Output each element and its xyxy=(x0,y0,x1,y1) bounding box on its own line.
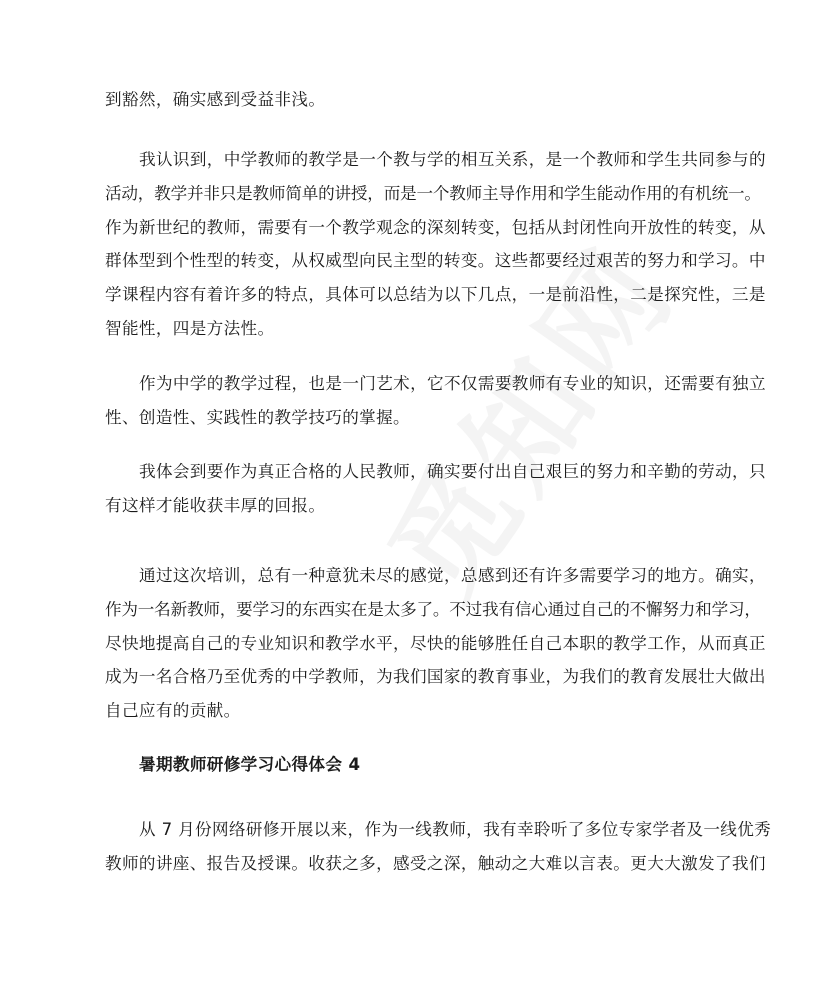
paragraph-line: 到豁然，确实感到受益非浅。 xyxy=(105,90,326,109)
paragraph-line: 作为中学的教学过程，也是一门艺术，它不仅需要教师有专业的知识，还需要有独立 xyxy=(139,374,766,393)
paragraph-line: 从 7 月份网络研修开展以来，作为一线教师，我有幸聆听了多位专家学者及一线优秀 xyxy=(139,820,772,839)
paragraph-line: 教师的讲座、报告及授课。收获之多，感受之深，触动之大难以言表。更大大激发了我们 xyxy=(105,854,766,873)
paragraph-line: 成为一名合格乃至优秀的中学教师，为我们国家的教育事业，为我们的教育发展壮大做出 xyxy=(105,667,766,686)
paragraph-line: 学课程内容有着许多的特点，具体可以总结为以下几点，一是前沿性，二是探究性，三是 xyxy=(105,285,766,304)
paragraph-line: 我体会到要作为真正合格的人民教师，确实要付出自己艰巨的努力和辛勤的劳动，只 xyxy=(139,462,766,481)
paragraph-line: 性、创造性、实践性的教学技巧的掌握。 xyxy=(105,408,410,427)
paragraph-line: 有这样才能收获丰厚的回报。 xyxy=(105,496,326,515)
paragraph-line: 群体型到个性型的转变，从权威型向民主型的转变。这些都要经过艰苦的努力和学习。中 xyxy=(105,251,766,270)
paragraph-line: 尽快地提高自己的专业知识和教学水平，尽快的能够胜任自己本职的教学工作，从而真正 xyxy=(105,634,766,653)
paragraph-line: 我认识到，中学教师的教学是一个教与学的相互关系，是一个教师和学生共同参与的 xyxy=(139,150,766,169)
paragraph-line: 活动，教学并非只是教师简单的讲授，而是一个教师主导作用和学生能动作用的有机统一。 xyxy=(105,184,761,203)
section-heading: 暑期教师研修学习心得体会 4 xyxy=(139,755,361,774)
paragraph-line: 通过这次培训，总有一种意犹未尽的感觉，总感到还有许多需要学习的地方。确实， xyxy=(139,566,766,585)
paragraph-line: 作为一名新教师，要学习的东西实在是太多了。不过我有信心通过自己的不懈努力和学习， xyxy=(105,600,761,619)
paragraph-line: 自己应有的贡献。 xyxy=(105,701,241,720)
paragraph-line: 智能性，四是方法性。 xyxy=(105,319,275,338)
paragraph-line: 作为新世纪的教师，需要有一个教学观念的深刻转变，包括从封闭性向开放性的转变，从 xyxy=(105,218,766,237)
